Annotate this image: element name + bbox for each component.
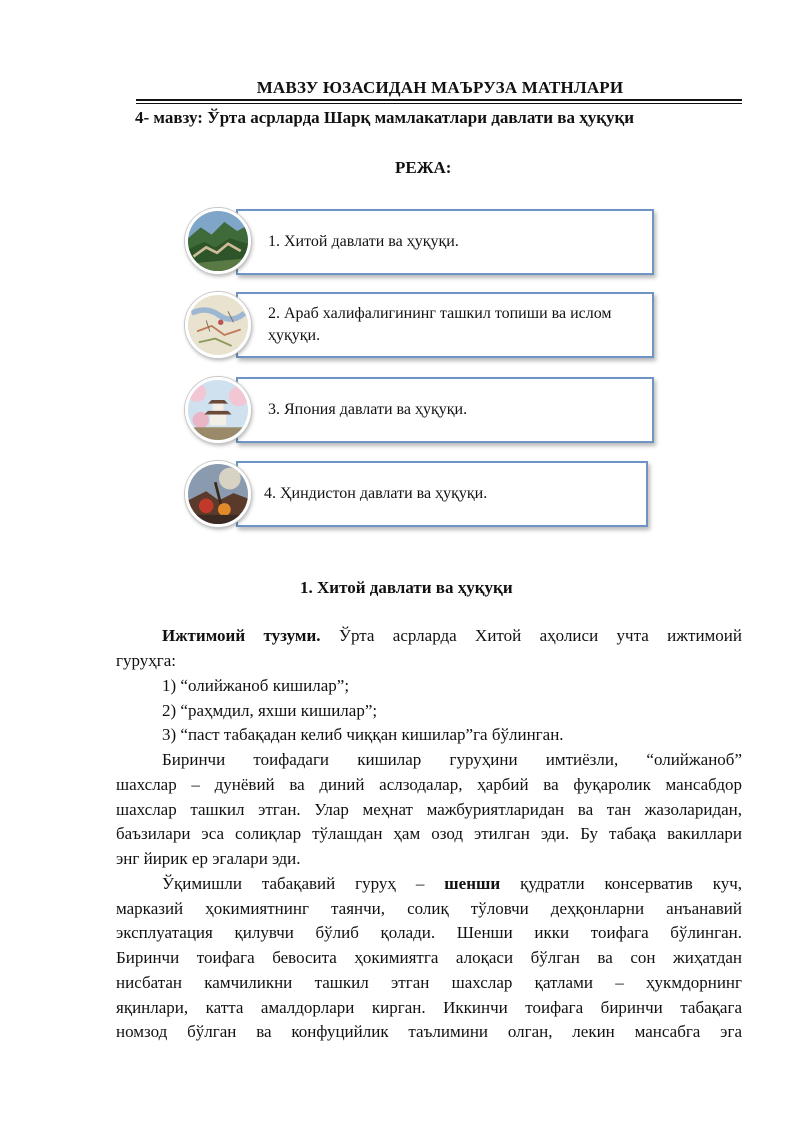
- arab-map-icon: [185, 292, 251, 358]
- plan-card-1: [236, 209, 654, 275]
- plan-item-label: 4. Ҳиндистон давлати ва ҳуқуқи.: [264, 485, 488, 502]
- paragraph-line: шахслар – дунёвий ва диний аслзодалар, ҳарбий ва фуқаролик мансабдор: [116, 775, 742, 794]
- paragraph-text: Ўқимишли табақавий гуруҳ –: [162, 874, 425, 893]
- bold-term: шенши: [444, 874, 501, 893]
- paragraph-line: номзод бўлган ва конфуцийлик таълимини олган, лекин мансабга эга: [116, 1022, 742, 1041]
- paragraph-line: марказий ҳокимиятнинг таянчи, солиқ тўловчи деҳқонларни анъанавий: [116, 899, 742, 918]
- plan-card-4: [236, 461, 648, 527]
- paragraph-line: нисбатан камчиликни ташкил этган шахслар қатлами – ҳукмдорнинг: [116, 973, 742, 992]
- paragraph-line: эксплуатация қилувчи бўлиб қолади. Шенши икки тоифага бўлинган.: [116, 923, 742, 942]
- list-item: 2) “раҳмдил, яхши кишилар”;: [162, 701, 378, 720]
- paragraph-line: Биринчи тоифадаги кишилар гуруҳини имтиёзли, “олийжаноб”: [162, 750, 742, 769]
- paragraph-line: яқинлари, катта амалдорлари кирган. Иккинчи тоифага биринчи табақага: [116, 998, 742, 1017]
- topic-title: 4- мавзу: Ўрта асрларда Шарқ мамлакатлари давлати ва ҳуқуқи: [135, 108, 635, 127]
- section-heading: 1. Хитой давлати ва ҳуқуқи: [300, 578, 513, 597]
- paragraph-line: энг йирик ер эгалари эди.: [116, 849, 301, 868]
- plan-item-label: 3. Япония давлати ва ҳуқуқи.: [268, 401, 468, 418]
- paragraph-text: қудратли консерватив куч,: [520, 874, 743, 893]
- paragraph-line: [116, 872, 742, 897]
- japanese-pagoda-photo-icon: [185, 377, 251, 443]
- plan-item-label: 2. Араб халифалигининг ташкил топиши ва ислом ҳуқуқи.: [268, 305, 612, 344]
- great-wall-photo-icon: [185, 208, 251, 274]
- paragraph-line: шахслар ташкил этган. Улар меҳнат мажбуриятларидан ва тан жазоларидан,: [116, 800, 742, 819]
- title-rule-thin: [136, 103, 742, 104]
- title-rule-thick: [136, 99, 742, 101]
- bold-term: Ижтимоий тузуми.: [162, 626, 321, 645]
- page-title: МАВЗУ ЮЗАСИДАН МАЪРУЗА МАТНЛАРИ: [256, 78, 624, 97]
- list-item: 1) “олийжаноб кишилар”;: [162, 676, 350, 695]
- paragraph-line: баъзилари эса солиқлар тўлашдан ҳам озод этилган эди. Бу табақа вакиллари: [116, 824, 742, 843]
- plan-heading: РЕЖА:: [395, 158, 452, 177]
- paragraph-line: Биринчи тоифага бевосита ҳокимиятга алоқаси бўлган ва сон жиҳатдан: [116, 948, 742, 967]
- plan-card-2: [236, 292, 654, 358]
- paragraph-social-structure: [116, 624, 742, 649]
- plan-card-3: [236, 377, 654, 443]
- paragraph-line: гуруҳга:: [116, 651, 176, 670]
- list-item: 3) “паст табақадан келиб чиққан кишилар”га бўлинган.: [162, 725, 564, 744]
- plan-item-label: 1. Хитой давлати ва ҳуқуқи.: [268, 233, 459, 250]
- india-art-photo-icon: [185, 461, 251, 527]
- paragraph-text: Ўрта асрларда Хитой аҳолиси учта ижтимоий: [338, 626, 742, 645]
